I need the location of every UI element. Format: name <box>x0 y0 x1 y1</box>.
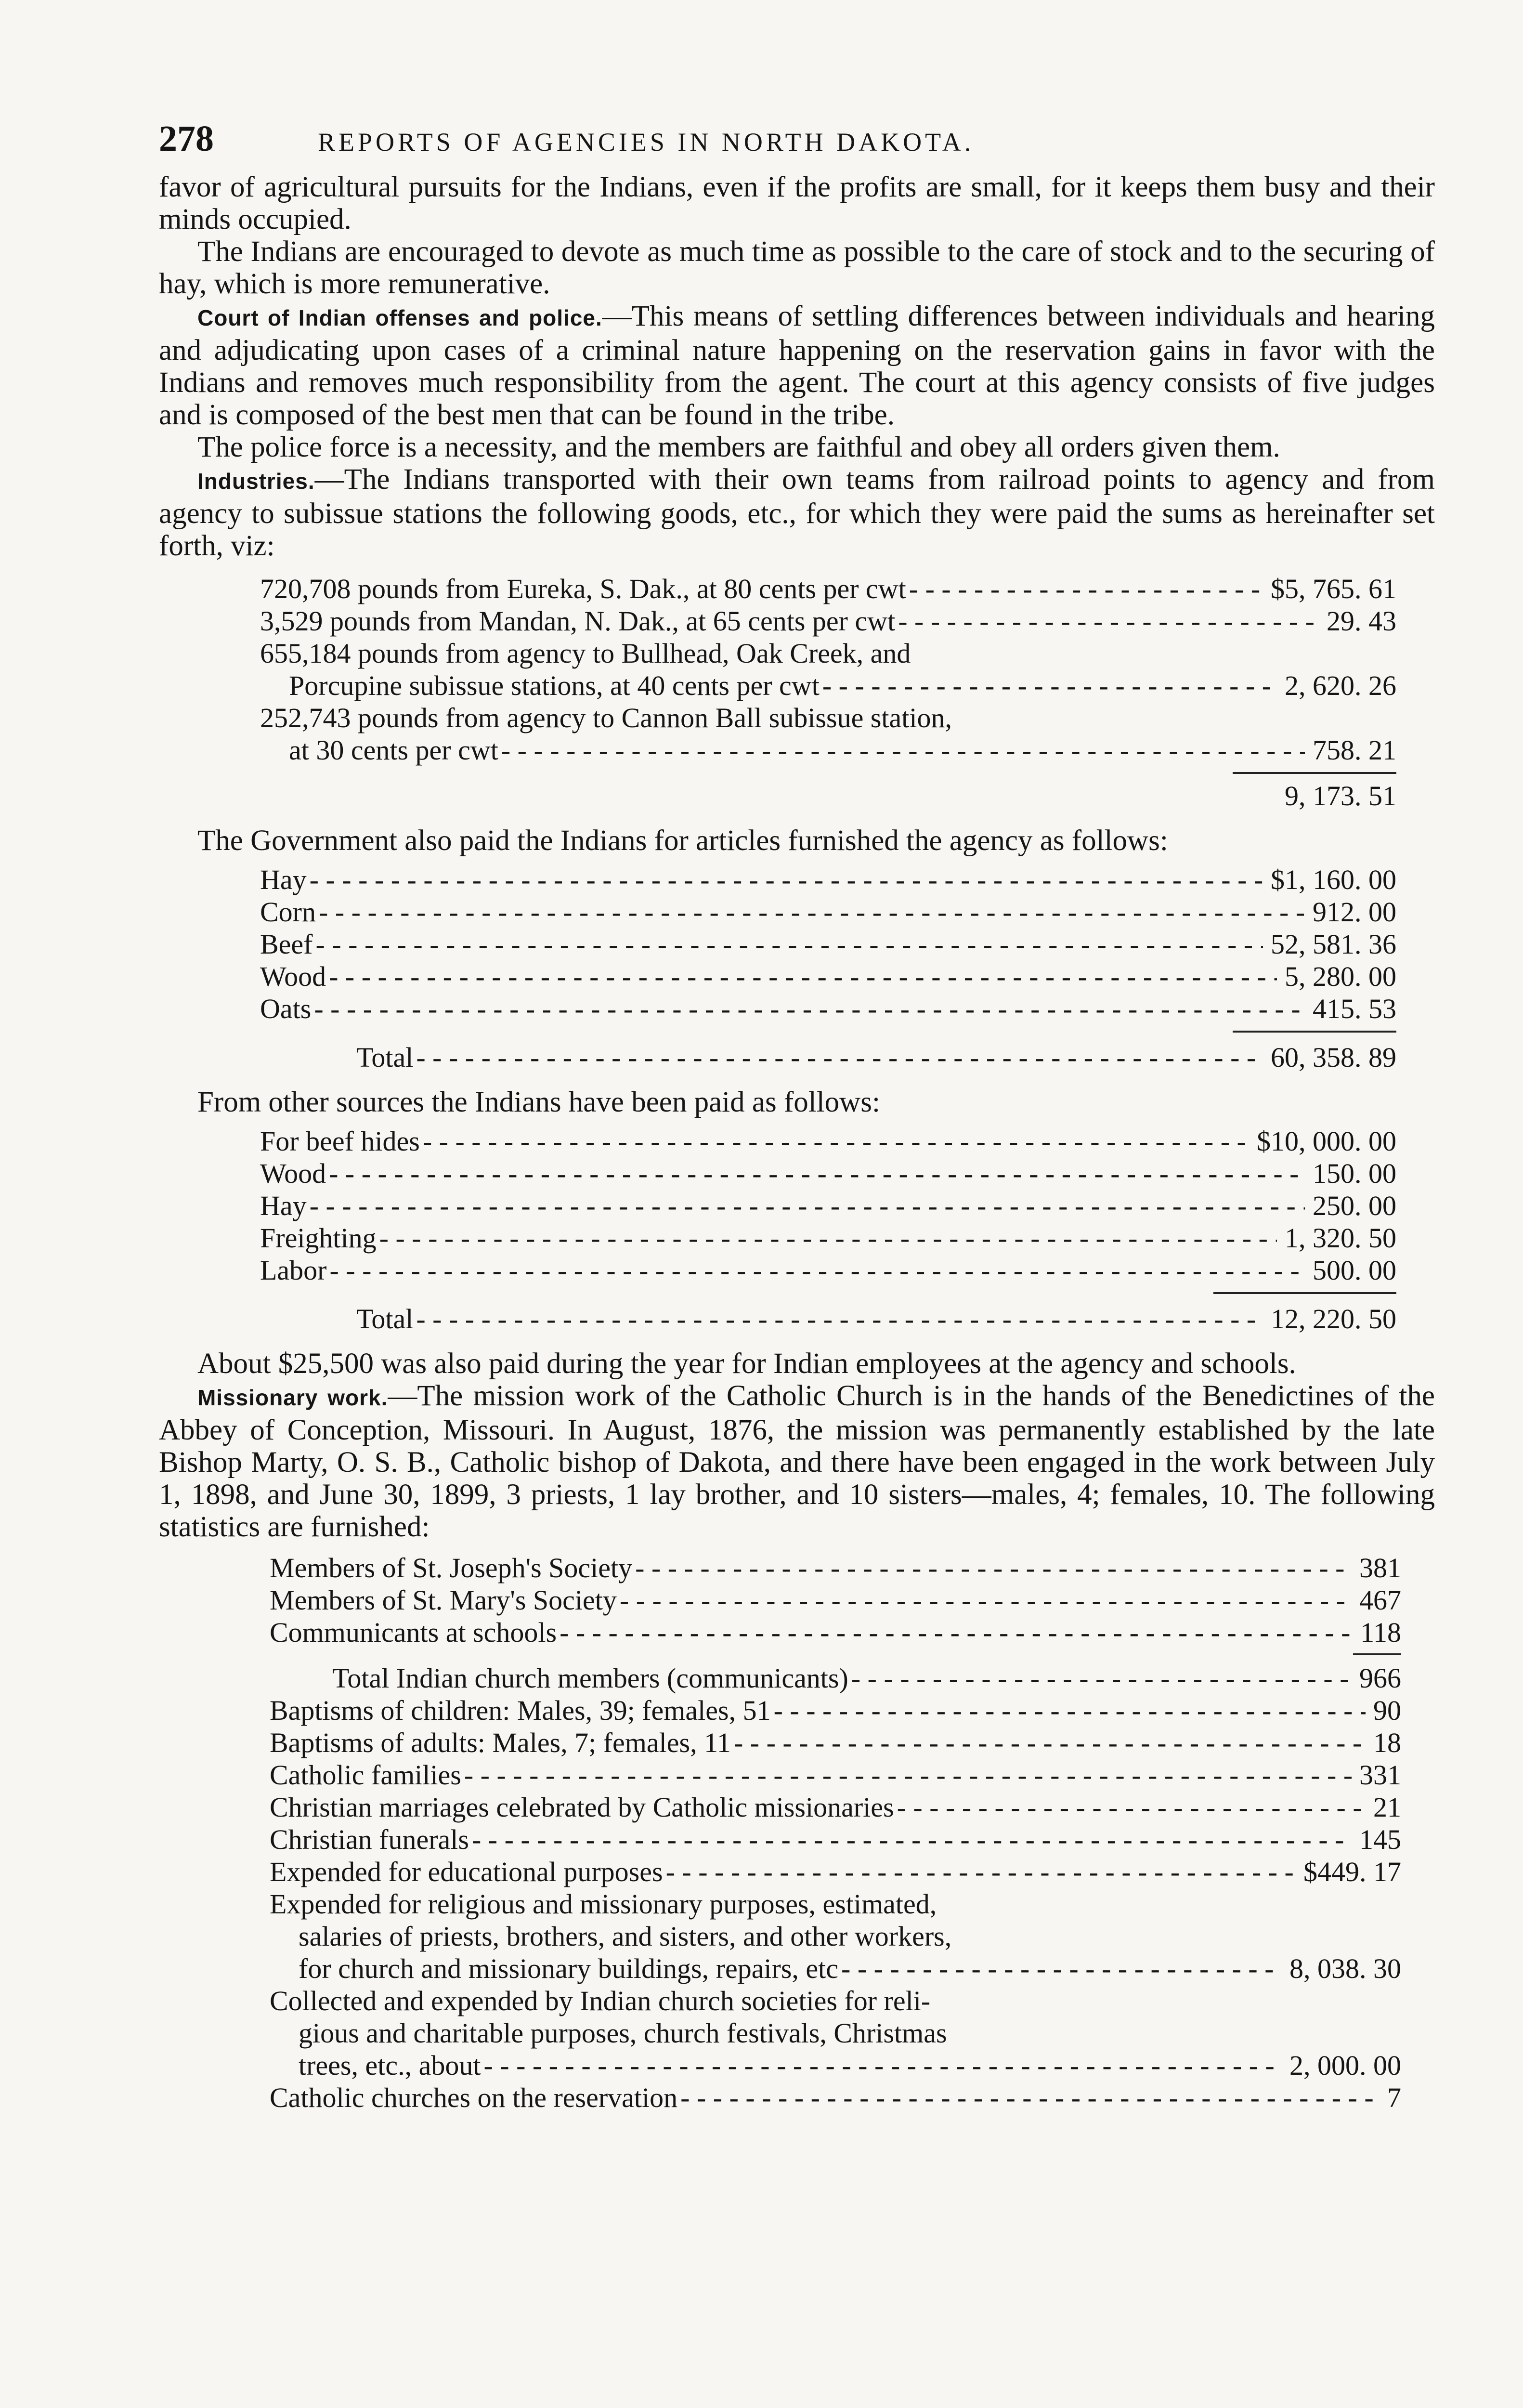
paragraph-agriculture: favor of agricultural pursuits for the Indians, even if the profits are small, for it keeps them busy and their minds occupied. <box>159 171 1435 236</box>
row-label-line: salaries of priests, brothers, and sisters, and other workers, <box>299 1921 952 1952</box>
row-value: 467 <box>1359 1584 1401 1616</box>
total-row <box>270 1662 1401 1694</box>
row-label: Christian funerals <box>270 1824 469 1855</box>
paragraph-court <box>159 300 1435 431</box>
row-value: 500. 00 <box>1313 1255 1396 1286</box>
table-row <box>260 605 1396 637</box>
paragraph-police: The police force is a necessity, and the members are faithful and obey all orders given them. <box>197 431 1280 463</box>
row-label: Corn <box>260 896 316 928</box>
row-value: 415. 53 <box>1313 993 1396 1024</box>
row-value: 1, 320. 50 <box>1285 1222 1396 1254</box>
row-label: 3,529 pounds from Mandan, N. Dak., at 65 cents per cwt <box>260 605 896 637</box>
row-label: Labor <box>260 1255 327 1286</box>
row-value: 18 <box>1373 1727 1401 1758</box>
total-value: 60, 358. 89 <box>1271 1042 1396 1073</box>
missionary-heading: Missionary work. <box>197 1385 388 1410</box>
other-sources-table <box>260 1125 1396 1335</box>
page-number: 278 <box>159 118 214 159</box>
row-value: 912. 00 <box>1313 896 1396 928</box>
table-row <box>260 928 1396 960</box>
page-header <box>159 118 1435 171</box>
table-row <box>260 573 1396 605</box>
table-row <box>270 1694 1401 1727</box>
table-row <box>260 864 1396 896</box>
table-row <box>270 1952 1401 1985</box>
table-row <box>270 1552 1401 1584</box>
row-value: 150. 00 <box>1313 1158 1396 1189</box>
row-label: Christian marriages celebrated by Catholic missionaries <box>270 1792 894 1823</box>
industries-text: —The Indians transported with their own teams from railroad points to agency and from agency to subissue stations the following goods, etc., for which they were paid the sums as hereinafter set forth, viz: <box>159 463 1435 562</box>
row-label: Hay <box>260 864 307 895</box>
row-value: 5, 280. 00 <box>1285 961 1396 992</box>
row-value: 90 <box>1373 1695 1401 1726</box>
industries-heading: Industries. <box>197 469 315 494</box>
table-row <box>270 2049 1401 2081</box>
row-label: Catholic churches on the reservation <box>270 2082 678 2113</box>
row-label: Wood <box>260 961 326 992</box>
missionary-text: —The mission work of the Catholic Church is in the hands of the Benedictines of the Abbey of Conception, Missouri. In August, 1876, the mission was permanently established by the late Bishop Marty, O. S. B., Catholic bishop of Dakota, and there have been engaged in the work between July 1, 1898, and June 30, 1899, 3 priests, 1 lay brother, and 10 sisters—males, 4; females, 10. The following statistics are furnished: <box>159 1380 1435 1543</box>
freight-total: 9, 173. 51 <box>1285 780 1396 811</box>
row-label: 720,708 pounds from Eureka, S. Dak., at 80 cents per cwt <box>260 573 906 604</box>
row-value: $5, 765. 61 <box>1271 573 1396 604</box>
table-row <box>260 896 1396 928</box>
table-row <box>270 1856 1401 1888</box>
paragraph-employees: About $25,500 was also paid during the year for Indian employees at the agency and schools. <box>197 1348 1296 1380</box>
document-page <box>159 118 1435 2114</box>
row-label-line: 655,184 pounds from agency to Bullhead, Oak Creek, and <box>260 638 911 669</box>
table-row <box>270 2081 1401 2114</box>
row-label: Expended for educational purposes <box>270 1856 663 1887</box>
table-row <box>260 669 1396 702</box>
row-label: Total Indian church members (communicants) <box>332 1662 848 1694</box>
row-value: $10, 000. 00 <box>1257 1125 1396 1157</box>
row-value: 331 <box>1359 1759 1401 1791</box>
table-row <box>260 1254 1396 1286</box>
row-value: 29. 43 <box>1327 605 1396 637</box>
row-label: trees, etc., about <box>299 2050 481 2081</box>
total-label: Total <box>356 1303 414 1335</box>
row-label: Hay <box>260 1190 307 1221</box>
row-label: Porcupine subissue stations, at 40 cents per cwt <box>289 670 820 701</box>
row-label: Beef <box>260 929 313 960</box>
row-value: 8, 038. 30 <box>1289 1953 1401 1984</box>
table-row <box>270 1759 1401 1791</box>
row-value: $449. 17 <box>1303 1856 1401 1887</box>
table-row <box>260 993 1396 1025</box>
total-row <box>260 780 1396 812</box>
row-label-line: gious and charitable purposes, church festivals, Christmas <box>299 2017 947 2049</box>
freight-table <box>260 573 1396 812</box>
mission-statistics-table <box>270 1552 1401 2114</box>
row-value: 21 <box>1373 1792 1401 1823</box>
table-row <box>260 1157 1396 1190</box>
row-label: for church and missionary buildings, repairs, etc <box>299 1953 839 1984</box>
row-label: Baptisms of adults: Males, 7; females, 11 <box>270 1727 731 1758</box>
row-label: Oats <box>260 993 312 1024</box>
row-label: Wood <box>260 1158 326 1189</box>
row-label: Baptisms of children: Males, 39; females, 51 <box>270 1695 771 1726</box>
paragraph-other-sources: From other sources the Indians have been paid as follows: <box>197 1086 880 1118</box>
row-value: 7 <box>1387 2082 1401 2113</box>
total-row <box>260 1303 1396 1335</box>
row-label-line: Collected and expended by Indian church societies for reli- <box>270 1985 931 2016</box>
table-row <box>270 1616 1401 1649</box>
row-value: 966 <box>1359 1662 1401 1694</box>
total-row <box>260 1041 1396 1073</box>
row-label: Freighting <box>260 1222 377 1254</box>
row-label-line: Expended for religious and missionary purposes, estimated, <box>270 1888 937 1920</box>
court-text: —This means of settling differences between individuals and hearing and adjudicating upon cases of a criminal nature happening on the reservation gains in favor with the Indians and removes much responsibility from the agent. The court at this agency consists of five judges and is composed of the best men that can be found in the tribe. <box>159 300 1435 431</box>
row-label: at 30 cents per cwt <box>289 734 498 766</box>
table-row <box>260 960 1396 993</box>
total-rule <box>1233 1031 1396 1033</box>
row-value: 52, 581. 36 <box>1271 929 1396 960</box>
row-value: 145 <box>1359 1824 1401 1855</box>
table-row <box>270 1791 1401 1823</box>
row-value: 118 <box>1360 1617 1401 1648</box>
row-label: For beef hides <box>260 1125 420 1157</box>
row-label: Members of St. Mary's Society <box>270 1584 617 1616</box>
government-table <box>260 864 1396 1073</box>
row-value: $1, 160. 00 <box>1271 864 1396 895</box>
total-rule <box>1233 772 1396 774</box>
row-label: Catholic families <box>270 1759 461 1791</box>
row-label: Members of St. Joseph's Society <box>270 1552 633 1584</box>
table-row <box>270 1823 1401 1856</box>
table-row <box>270 1584 1401 1616</box>
row-value: 758. 21 <box>1313 734 1396 766</box>
row-value: 250. 00 <box>1313 1190 1396 1221</box>
table-row <box>260 1190 1396 1222</box>
paragraph-industries <box>159 463 1435 562</box>
paragraph-stock: The Indians are encouraged to devote as much time as possible to the care of stock and to the securing of hay, which is more remunerative. <box>159 236 1435 300</box>
total-rule <box>1213 1292 1396 1294</box>
running-title: REPORTS OF AGENCIES IN NORTH DAKOTA. <box>318 128 975 157</box>
paragraph-government: The Government also paid the Indians for articles furnished the agency as follows: <box>197 824 1168 857</box>
row-label-line: 252,743 pounds from agency to Cannon Ball subissue station, <box>260 702 952 733</box>
table-row <box>260 734 1396 766</box>
paragraph-missionary <box>159 1380 1435 1543</box>
table-row <box>260 1125 1396 1157</box>
total-rule <box>1353 1653 1401 1655</box>
court-heading: Court of Indian offenses and police. <box>197 305 602 330</box>
table-row <box>260 1222 1396 1254</box>
row-value: 2, 000. 00 <box>1289 2050 1401 2081</box>
total-label: Total <box>356 1042 414 1073</box>
table-row <box>270 1727 1401 1759</box>
total-value: 12, 220. 50 <box>1271 1303 1396 1335</box>
row-value: 2, 620. 26 <box>1285 670 1396 701</box>
row-label: Communicants at schools <box>270 1617 557 1648</box>
row-value: 381 <box>1359 1552 1401 1584</box>
